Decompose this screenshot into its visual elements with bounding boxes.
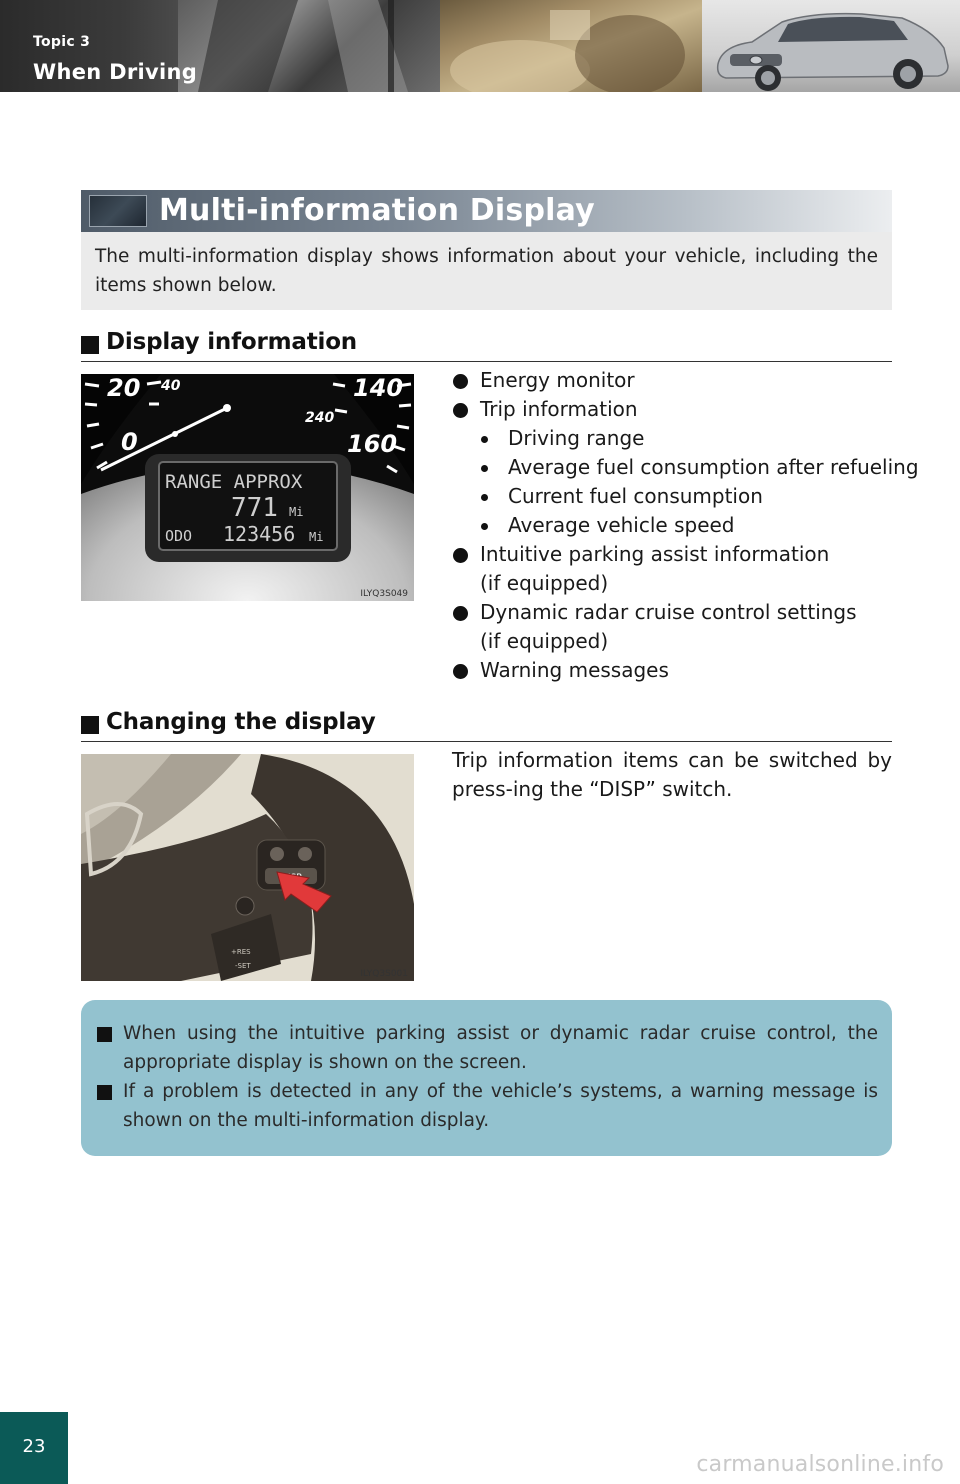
header-banner [0,0,960,92]
screen-odo-unit: Mi [309,530,324,544]
note-item [95,1077,878,1135]
sub-bullet-icon [481,465,488,472]
list-subitem: Average vehicle speed [452,511,892,540]
bullet-icon [453,548,468,563]
section-title: When Driving [33,60,198,84]
gauge-cluster-image [81,374,414,601]
screen-odo-label: ODO [165,527,193,545]
subheading-text: Changing the display [106,709,376,735]
screen-range-value: 771 [231,493,278,523]
page-title: Multi-information Display [159,193,595,228]
gauge-number: 20 [107,374,141,402]
list-item: Energy monitor [452,366,892,395]
banner-photo-door [178,0,440,92]
title-thumbnail [89,195,147,227]
screen-range-unit: Mi [289,505,304,519]
intro-text: The multi-information display shows information about your vehicle, including the items shown below. [81,232,892,310]
topic-label: Topic 3 [33,34,91,50]
list-item-continuation: (if equipped) [480,571,609,595]
image-id-label: ILYQ3S049 [360,589,408,599]
title-bar [81,190,892,232]
banner-photo-interior [440,0,702,92]
sub-bullet-icon [481,436,488,443]
sub-bullet-icon [481,523,488,530]
note-box [81,1000,892,1156]
list-item: Warning messages [452,656,892,685]
gauge-number: 40 [161,378,181,394]
image-id-label: ILYQ3S001 [360,969,408,979]
square-bullet-icon [81,716,99,734]
list-item-continuation: (if equipped) [480,629,609,653]
gauge-number: 0 [121,428,138,456]
steering-wheel-image [81,754,414,981]
subheading-display-information [81,328,892,362]
gauge-number: 240 [305,410,335,426]
page-number-tab [0,1412,68,1484]
car-illustration [712,8,952,92]
bullet-icon [453,606,468,621]
bullet-icon [453,374,468,389]
square-bullet-icon [97,1027,112,1042]
list-item: Trip information [452,395,892,424]
bullet-icon [453,403,468,418]
square-bullet-icon [81,336,99,354]
subheading-text: Display information [106,329,357,355]
watermark: carmanualsonline.info [696,1452,944,1477]
note-item [95,1019,878,1077]
note-text: When using the intuitive parking assist or dynamic radar cruise control, the appropriate display is shown on the screen. [123,1023,878,1073]
note-text: If a problem is detected in any of the vehicle’s systems, a warning message is shown on the multi-information display. [123,1081,878,1131]
stalk-label: -SET [235,962,251,970]
display-info-list [452,366,919,685]
list-item: Dynamic radar cruise control settings [452,598,892,627]
gauge-number: 140 [353,374,404,402]
list-subitem: Current fuel consumption [452,482,892,511]
list-subitem: Average fuel consumption after refueling [452,453,892,482]
sub-bullet-icon [481,494,488,501]
stalk-label: +RES [231,948,251,956]
screen-range-label: RANGE APPROX [165,471,303,493]
bullet-icon [453,664,468,679]
subheading-changing-display [81,708,892,742]
screen-odo-value: 123456 [223,522,296,546]
square-bullet-icon [97,1085,112,1100]
page-number: 23 [22,1436,46,1457]
list-item: Intuitive parking assist information [452,540,892,569]
gauge-number: 160 [347,430,398,458]
changing-display-text: Trip information items can be switched by press-ing the “DISP” switch. [452,748,892,801]
list-subitem: Driving range [452,424,892,453]
